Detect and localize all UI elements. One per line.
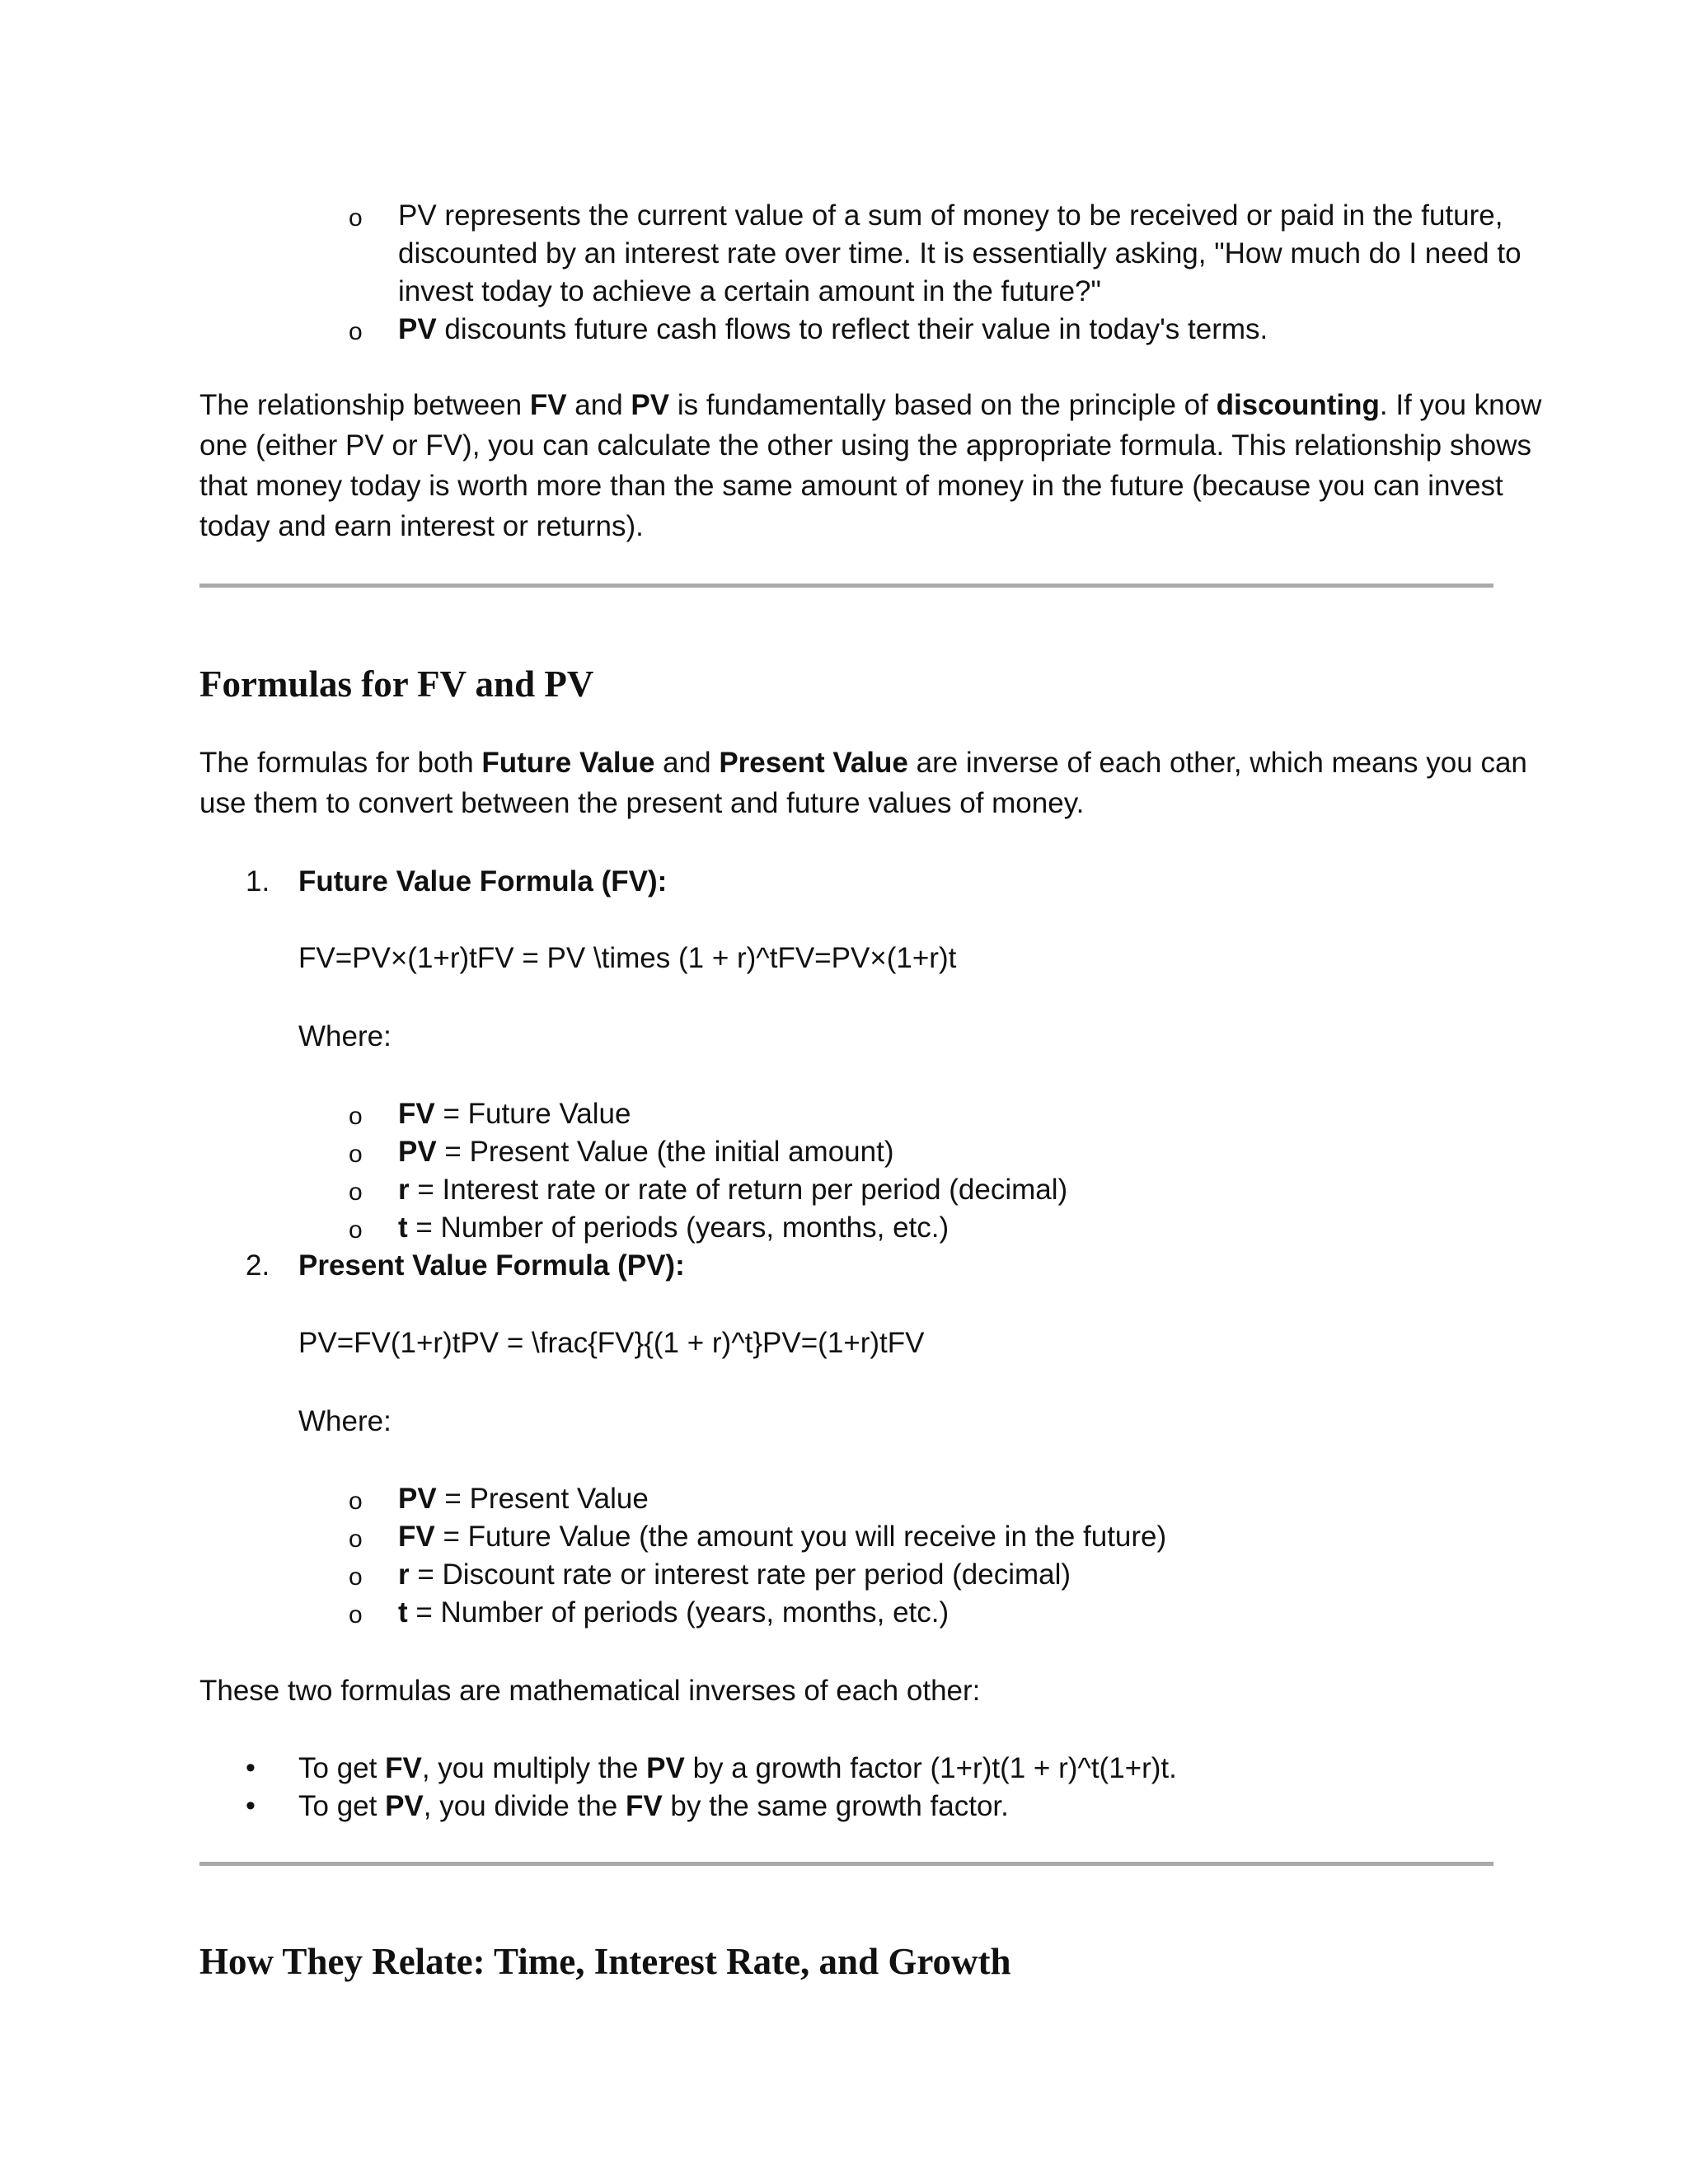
- list-number: 2.: [246, 1249, 270, 1282]
- text-run: , you multiply the: [421, 1752, 647, 1784]
- definition-text: = Future Value (the amount you will receive in the future): [434, 1521, 1167, 1553]
- pv-bullet-1-line-1: PV represents the current value of a sum of money to be received or paid in the future,: [398, 199, 1503, 232]
- solid-bullet: •: [246, 1752, 256, 1783]
- inverse-intro: These two formulas are mathematical inverses of each other:: [199, 1675, 981, 1707]
- text-run: The formulas for both: [199, 747, 482, 779]
- relationship-line-3: that money today is worth more than the same amount of money in the future (because you can invest: [199, 470, 1503, 502]
- text-run: The relationship between: [199, 389, 530, 421]
- bold-term: t: [398, 1596, 408, 1629]
- bold-term: FV: [398, 1098, 435, 1130]
- definition-text: = Number of periods (years, months, etc.): [407, 1596, 950, 1629]
- text-run: by a growth factor (1+r)t(1 + r)^t(1+r)t.: [684, 1752, 1177, 1784]
- definition-item: [398, 1098, 631, 1131]
- where-label: Where:: [298, 1020, 392, 1052]
- where-label: Where:: [298, 1405, 392, 1437]
- hollow-bullet: o: [349, 1563, 363, 1591]
- hollow-bullet: o: [349, 204, 363, 232]
- text-run: and: [654, 747, 720, 779]
- bold-term: FV: [625, 1790, 663, 1822]
- definition-item: [398, 1521, 1166, 1554]
- bold-term: Future Value: [481, 747, 655, 779]
- bold-term: PV: [631, 389, 670, 421]
- definition-item: [398, 1558, 1071, 1591]
- bold-term: FV: [529, 389, 567, 421]
- text-run: by the same growth factor.: [662, 1790, 1009, 1822]
- text-run: To get: [298, 1752, 386, 1784]
- bold-term: FV: [398, 1521, 435, 1553]
- hollow-bullet: o: [349, 1141, 363, 1168]
- bold-term: discounting: [1216, 389, 1380, 421]
- pv-bullet-2: [398, 313, 1268, 346]
- list-number: 1.: [246, 865, 270, 898]
- hollow-bullet: o: [349, 318, 363, 345]
- definition-text: = Discount rate or interest rate per period (decimal): [409, 1558, 1071, 1591]
- horizontal-rule: [199, 583, 1493, 588]
- text-run: is fundamentally based on the principle of: [669, 389, 1217, 421]
- inverse-bullet-1: [298, 1752, 1177, 1785]
- formulas-intro-line-2: use them to convert between the present and future values of money.: [199, 787, 1085, 819]
- solid-bullet: •: [246, 1790, 256, 1821]
- text-run: To get: [298, 1790, 386, 1822]
- pv-bullet-1-line-3: invest today to achieve a certain amount in the future?": [398, 275, 1101, 307]
- definition-text: = Interest rate or rate of return per period (decimal): [409, 1174, 1068, 1206]
- pv-bullet-1-line-2: discounted by an interest rate over time. It is essentially asking, "How much do I need to: [398, 237, 1522, 269]
- formulas-intro-line-1: [199, 747, 1527, 780]
- hollow-bullet: o: [349, 1601, 363, 1629]
- hollow-bullet: o: [349, 1216, 363, 1244]
- bold-term: Present Value: [719, 747, 908, 779]
- hollow-bullet: o: [349, 1488, 363, 1515]
- section-heading-formulas: Formulas for FV and PV: [199, 663, 594, 705]
- definition-text: = Present Value: [436, 1483, 649, 1515]
- definition-text: = Future Value: [434, 1098, 631, 1130]
- text-run: are inverse of each other, which means you can: [907, 747, 1527, 779]
- section-heading-how-they-relate: How They Relate: Time, Interest Rate, and Growth: [199, 1941, 1011, 1982]
- definition-item: [398, 1174, 1067, 1207]
- pv-formula: PV=FV(1+r)tPV = \frac{FV}{(1 + r)^t}PV=(1+r)tFV: [298, 1327, 925, 1359]
- hollow-bullet: o: [349, 1526, 363, 1553]
- text-run: and: [566, 389, 631, 421]
- bold-term: r: [398, 1558, 410, 1591]
- definition-text: = Present Value (the initial amount): [436, 1136, 894, 1168]
- bold-term: PV: [398, 1483, 437, 1515]
- text-run: . If you know: [1379, 389, 1542, 421]
- bold-term: t: [398, 1212, 408, 1244]
- definition-item: [398, 1212, 949, 1244]
- text-run: , you divide the: [423, 1790, 626, 1822]
- bold-term: PV: [385, 1790, 424, 1822]
- relationship-line-1: [199, 389, 1541, 422]
- bold-term: PV: [398, 1136, 437, 1168]
- bold-term: PV: [646, 1752, 685, 1784]
- bold-term: PV: [398, 313, 437, 345]
- bold-term: FV: [385, 1752, 422, 1784]
- relationship-line-2: one (either PV or FV), you can calculate the other using the appropriate formula. This relationship shows: [199, 429, 1532, 462]
- fv-formula: FV=PV×(1+r)tFV = PV \times (1 + r)^tFV=PV×(1+r)t: [298, 942, 957, 974]
- fv-formula-heading: Future Value Formula (FV):: [298, 865, 668, 898]
- hollow-bullet: o: [349, 1179, 363, 1206]
- bold-term: r: [398, 1174, 410, 1206]
- relationship-line-4: today and earn interest or returns).: [199, 510, 644, 542]
- definition-text: = Number of periods (years, months, etc.): [407, 1212, 950, 1244]
- definition-item: [398, 1483, 649, 1516]
- pv-bullet-2-text: discounts future cash flows to reflect their value in today's terms.: [436, 313, 1268, 345]
- pv-formula-heading: Present Value Formula (PV):: [298, 1249, 685, 1282]
- inverse-bullet-2: [298, 1790, 1009, 1823]
- definition-item: [398, 1136, 894, 1169]
- definition-item: [398, 1596, 949, 1629]
- hollow-bullet: o: [349, 1103, 363, 1130]
- horizontal-rule: [199, 1862, 1493, 1866]
